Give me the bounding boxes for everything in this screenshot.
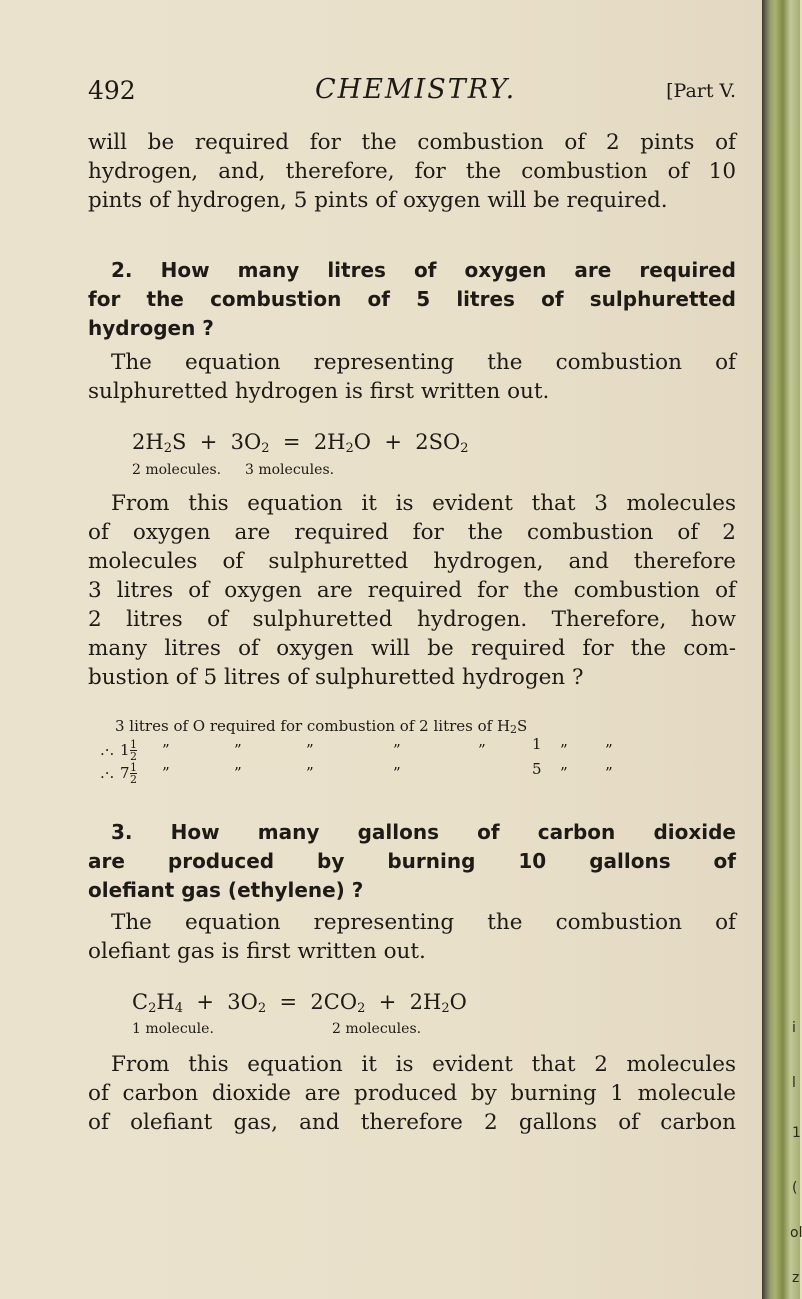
proportion-row: 3 litres of O required for combustion of 2 litres of $H_2S$ xyxy=(115,717,528,736)
text-line: olefiant gas is first written out. xyxy=(88,939,426,964)
spine-mark: l xyxy=(792,1075,796,1091)
equation-note: 2 molecules. xyxy=(132,462,222,478)
question-3-heading xyxy=(88,818,736,905)
text-line: of oxygen are required for the combustion of 2 xyxy=(88,520,736,545)
equation-ethylene-combustion: $C_2H_4 + 3O_2 = 2CO_2 + 2H_2O$ xyxy=(132,990,467,1016)
intro-paragraph xyxy=(88,128,736,215)
q2-intro-paragraph xyxy=(88,348,736,406)
heading-line: olefiant gas (ethylene) ? xyxy=(88,878,364,902)
spine-mark: 1 xyxy=(792,1125,801,1141)
heading-line: hydrogen ? xyxy=(88,316,214,340)
text-line: 3 litres of oxygen are required for the combustion of xyxy=(88,578,736,603)
text-line: will be required for the combustion of 2 pints of xyxy=(88,130,736,155)
text-line: sulphuretted hydrogen is first written out. xyxy=(88,379,550,404)
part-label: [Part V. xyxy=(666,80,736,102)
running-header xyxy=(88,76,736,112)
therefore-symbol: .·. xyxy=(100,764,115,782)
equation-note: 2 molecules. xyxy=(332,1021,422,1037)
text-line: The equation representing the combustion of xyxy=(111,910,736,935)
heading-line: for the combustion of 5 litres of sulphuretted xyxy=(88,287,736,311)
heading-line: 2. How many litres of oxygen are required xyxy=(111,258,736,282)
q3-explanation-paragraph xyxy=(88,1050,736,1137)
heading-line: 3. How many gallons of carbon dioxide xyxy=(111,820,736,844)
q3-intro-paragraph xyxy=(88,908,736,966)
text-line: From this equation it is evident that 3 molecules xyxy=(111,491,736,516)
equation-note: 3 molecules. xyxy=(245,462,335,478)
question-2-heading xyxy=(88,256,736,343)
proportion-row: .·. 7 $\frac{1}{2}$ ” ” ” ” 5 ” ” xyxy=(100,760,613,786)
text-line: many litres of oxygen will be required for the com- xyxy=(88,636,736,661)
spine-mark: ( xyxy=(792,1180,798,1196)
heading-line: are produced by burning 10 gallons of xyxy=(88,849,736,873)
text-line: bustion of 5 litres of sulphuretted hydrogen ? xyxy=(88,665,584,690)
spine-mark: i xyxy=(792,1020,796,1036)
spine-mark: z xyxy=(792,1270,800,1286)
text-line: The equation representing the combustion of xyxy=(111,350,736,375)
text-line: pints of hydrogen, 5 pints of oxygen will be required. xyxy=(88,188,668,213)
text-line: 2 litres of sulphuretted hydrogen. Therefore, how xyxy=(88,607,736,632)
text-line: From this equation it is evident that 2 molecules xyxy=(111,1052,736,1077)
text-line: of olefiant gas, and therefore 2 gallons of carbon xyxy=(88,1110,736,1135)
text-line: molecules of sulphuretted hydrogen, and therefore xyxy=(88,549,736,574)
book-spine-edge xyxy=(762,0,800,1299)
equation-h2s-combustion: $2H_2S + 3O_2 = 2H_2O + 2SO_2$ xyxy=(132,430,469,456)
running-title: CHEMISTRY. xyxy=(315,74,517,105)
text-line: of carbon dioxide are produced by burning 1 molecule xyxy=(88,1081,736,1106)
equation-note: 1 molecule. xyxy=(132,1021,214,1037)
page-number: 492 xyxy=(88,76,136,105)
text-line: hydrogen, and, therefore, for the combustion of 10 xyxy=(88,159,736,184)
spine-mark: ol xyxy=(790,1225,802,1241)
q2-explanation-paragraph xyxy=(88,489,736,692)
proportion-row: .·. 1 $\frac{1}{2}$ ” ” ” ” ” 1 ” ” xyxy=(100,735,613,763)
therefore-symbol: .·. xyxy=(100,741,115,759)
